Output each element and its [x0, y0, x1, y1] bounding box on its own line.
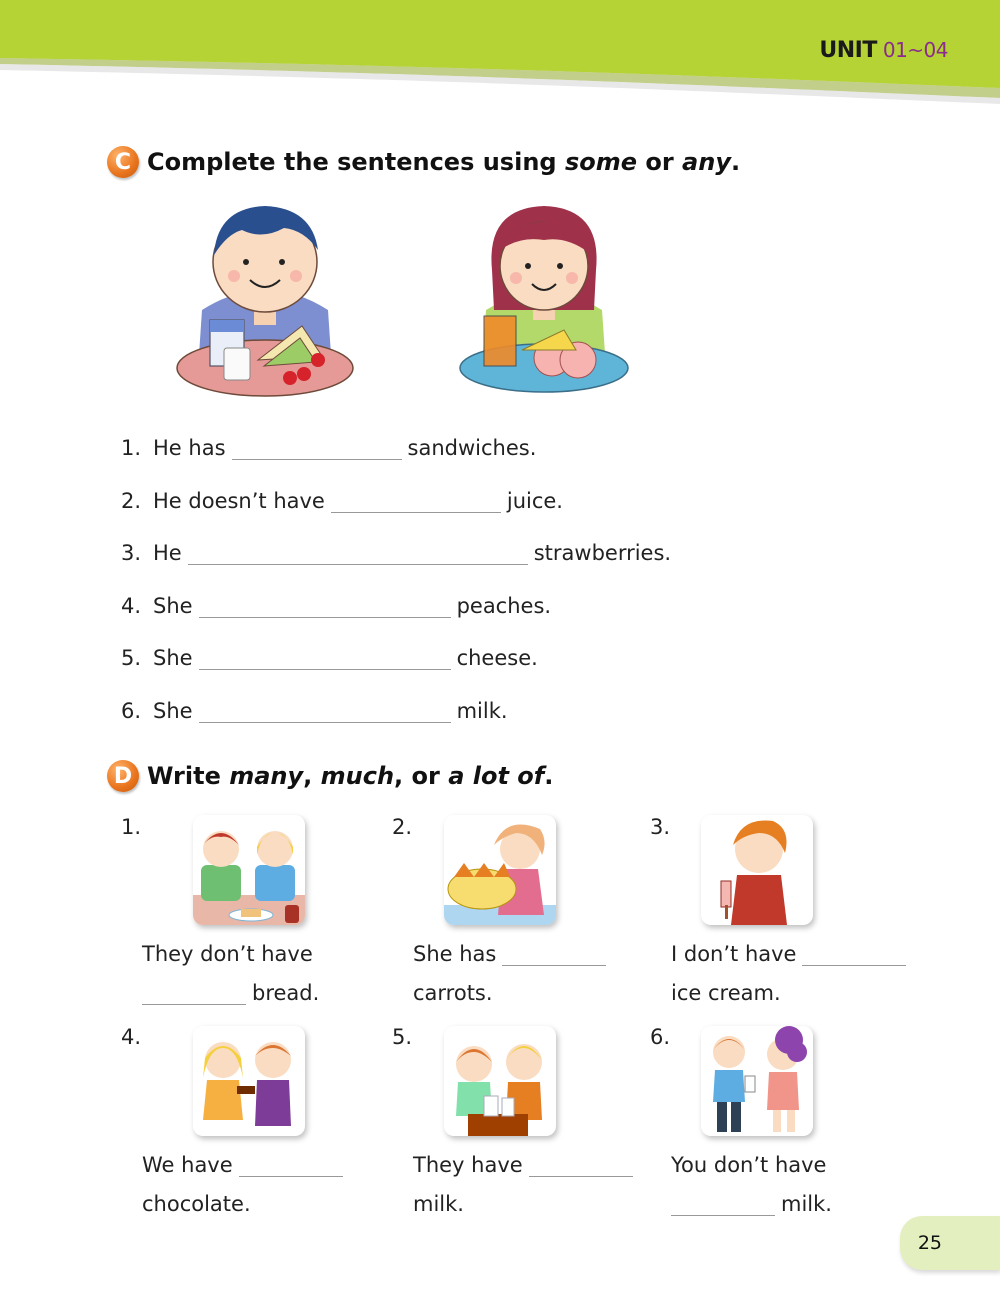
item-5-line2: milk. [413, 1192, 464, 1216]
section-d-title-sep1: , [303, 762, 321, 790]
item-5-picture [444, 1026, 556, 1136]
sentence-number: 3. [121, 541, 142, 565]
section-d-title-a-lot-of: a lot of [448, 762, 545, 790]
answer-blank[interactable] [232, 437, 402, 460]
item-2-line1-row [413, 942, 612, 966]
item-3-line2: ice cream. [671, 981, 781, 1005]
boy-with-tray-illustration [172, 200, 358, 400]
item-6-line1: You don’t have [671, 1153, 827, 1177]
item-5-line1: They have [413, 1153, 523, 1177]
item-5-line1-row [413, 1153, 639, 1177]
sentence-6 [121, 699, 508, 723]
sentence-before: He has [153, 436, 226, 460]
section-c-title [107, 146, 740, 178]
item-6-picture [701, 1026, 813, 1136]
item-3-picture [701, 815, 813, 925]
sentence-before: She [153, 699, 193, 723]
section-c-title-mid: or [637, 148, 683, 176]
sentence-after: peaches. [456, 594, 552, 618]
section-c-title-post: . [730, 148, 741, 176]
answer-blank[interactable] [199, 700, 451, 723]
sentence-1 [121, 436, 536, 460]
sentence-5 [121, 646, 538, 670]
item-2-picture [444, 815, 556, 925]
answer-blank[interactable] [502, 943, 606, 966]
item-1-line2-row [142, 981, 319, 1005]
item-number: 4. [121, 1025, 142, 1049]
sentence-after: strawberries. [533, 541, 672, 565]
section-d-title [107, 760, 553, 792]
unit-label [819, 38, 948, 63]
answer-blank[interactable] [671, 1193, 775, 1216]
answer-blank[interactable] [199, 595, 451, 618]
item-1-line1: They don’t have [142, 942, 313, 966]
section-d-title-sep2: , or [394, 762, 449, 790]
sentence-before: He [153, 541, 182, 565]
answer-blank[interactable] [529, 1154, 633, 1177]
sentence-before: She [153, 594, 193, 618]
sentence-number: 1. [121, 436, 142, 460]
page-number-tab [900, 1216, 1000, 1270]
item-2-line2: carrots. [413, 981, 493, 1005]
sentence-before: He doesn’t have [153, 489, 325, 513]
item-4-picture [193, 1026, 305, 1136]
unit-range: 01~04 [882, 38, 948, 62]
section-d-title-many: many [229, 762, 304, 790]
sentence-after: milk. [456, 699, 508, 723]
section-d-badge: D [107, 760, 139, 792]
sentence-number: 6. [121, 699, 142, 723]
answer-blank[interactable] [331, 490, 501, 513]
section-d-title-much: much [320, 762, 395, 790]
item-1-picture [193, 815, 305, 925]
answer-blank[interactable] [802, 943, 906, 966]
section-c-title-pre: Complete the sentences using [147, 148, 565, 176]
item-2-line1: She has [413, 942, 497, 966]
item-6-line2: milk. [781, 1192, 832, 1216]
item-6-line2-row [671, 1192, 832, 1216]
sentence-number: 2. [121, 489, 142, 513]
sentence-before: She [153, 646, 193, 670]
sentence-number: 4. [121, 594, 142, 618]
sentence-after: juice. [506, 489, 563, 513]
sentence-2 [121, 489, 563, 513]
item-number: 3. [650, 815, 671, 839]
sentence-after: sandwiches. [407, 436, 537, 460]
page-number: 25 [917, 1232, 942, 1254]
sentence-after: cheese. [456, 646, 538, 670]
item-4-line1-row [142, 1153, 349, 1177]
item-4-line1: We have [142, 1153, 233, 1177]
section-d-title-pre: Write [147, 762, 230, 790]
item-3-line1: I don’t have [671, 942, 797, 966]
item-number: 6. [650, 1025, 671, 1049]
section-c-title-any: any [682, 148, 731, 176]
section-d-title-post: . [544, 762, 554, 790]
answer-blank[interactable] [199, 647, 451, 670]
answer-blank[interactable] [142, 982, 246, 1005]
section-c-title-some: some [564, 148, 637, 176]
item-number: 2. [392, 815, 413, 839]
unit-word: UNIT [819, 38, 877, 63]
section-c-badge: C [107, 146, 139, 178]
item-number: 1. [121, 815, 142, 839]
answer-blank[interactable] [188, 542, 528, 565]
item-number: 5. [392, 1025, 413, 1049]
item-1-line2: bread. [252, 981, 320, 1005]
sentence-3 [121, 541, 671, 565]
item-3-line1-row [671, 942, 912, 966]
sentence-4 [121, 594, 551, 618]
sentence-number: 5. [121, 646, 142, 670]
item-4-line2: chocolate. [142, 1192, 251, 1216]
answer-blank[interactable] [239, 1154, 343, 1177]
